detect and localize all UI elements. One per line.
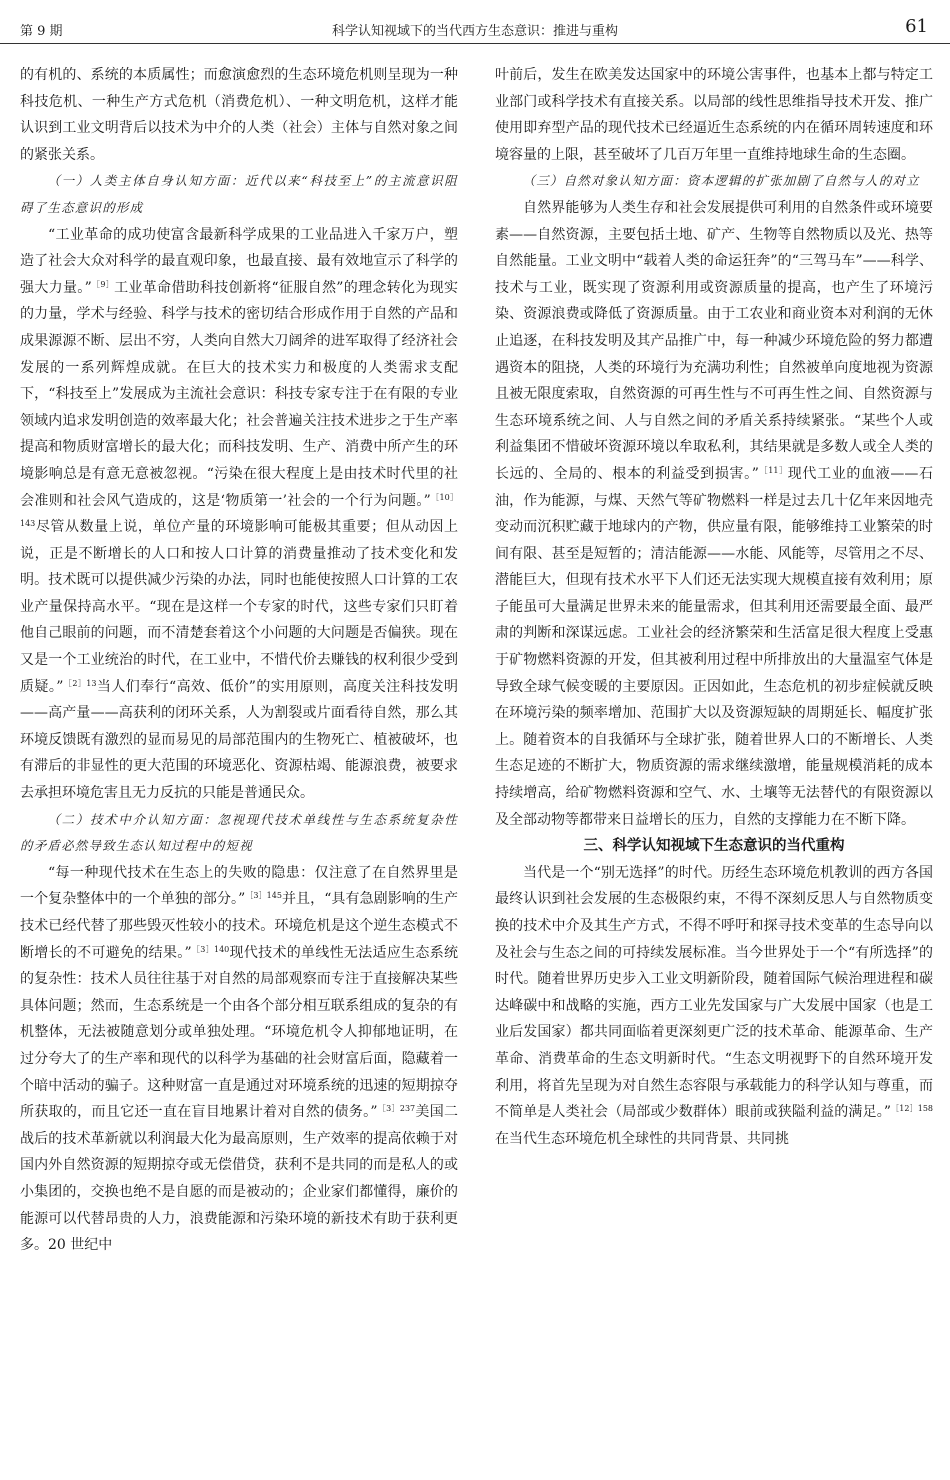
paragraph: “工业革命的成功使富含最新科学成果的工业品进入千家万户，塑造了社会大众对科学的最直观印象，也最直接、最有效地宣示了科学的强大力量。”$^{[9]}$工业革命借助科技创新将“征服自然”的理念转化为现实的力量，学术与经验、科学与技术的密切结合形成作用于自然的产品和成果源源不断、层出不穷，人类向自然大刀阔斧的进军取得了经济社会发展的一系列辉煌成就。在巨大的技术实力和极度的人类需求支配下，“科技至上”发展成为主流社会意识：科技专家专注于在有限的专业领域内追求发明创造的效率最大化；社会普遍关注技术进步之于生产率提高和物质财富增长的最大化；而科技发明、生产、消费中所产生的环境影响总是有意无意被忽视。“污染在很大程度上是由技术时代里的社会准则和社会风气造成的，这是‘物质第一’社会的一个行为问题。”$^{[10]143}$尽管从数量上说，单位产量的环境影响可能极其重要；但从动因上说，正是不断增长的人口和按人口计算的消费量推动了技术变化和发明。技术既可以提供减少污染的办法，同时也能使按照人口计算的工农业产量保持高水平。“现在是这样一个专家的时代，这些专家们只盯着他自己眼前的问题，而不清楚套着这个小问题的大问题是否偏狭。现在又是一个工业统治的时代，在工业中，不惜代价去赚钱的权利很少受到质疑。”$^{[2]13}$当人们奉行“高效、低价”的实用原则，高度关注科技发明——高产量——高获利的闭环关系，人为割裂或片面看待自然，那么其环境反馈既有激烈的显而易见的局部范围内的生物死亡、植被破坏，也有滞后的非显性的更大范围的环境恶化、资源枯竭、能源浪费，被要求去承担环境危害且无力反抗的只能是普通民众。 [20,226,458,802]
subsection-heading-2: （二）技术中介认知方面：忽视现代技术单线性与生态系统复杂性的矛盾必然导致生态认知过程中的短视 [20,811,458,854]
citation: ［11］ [758,465,788,475]
citation: ［2］13 [63,678,97,688]
issue-number: 第 9 期 [20,24,63,39]
page-number: 61 [905,16,928,37]
paragraph: 当代是一个“别无选择”的时代。历经生态环境危机教训的西方各国最终认识到社会发展的生态极限约束，不得不深刻反思人与自然物质变换的技术中介及其生产方式，不得不呼吁和探寻技术变革的生态导向以及社会与生态之间的可持续发展标准。当今世界处于一个“有所选择”的时代。随着世界历史步入工业文明新阶段，随着国际气候治理进程和碳达峰碳中和战略的实施，西方工业先发国家与广大发展中国家（也是工业后发国家）都共同面临着更深刻更广泛的技术革命、能源革命、生产革命、消费革命的生态文明新时代。“生态文明视野下的自然环境开发利用，将首先呈现为对自然生态容限与承载能力的科学认知与尊重，而不简单是人类社会（局部或少数群体）眼前或狭隘利益的满足。”$^{[12]158}$在当代生态环境危机全球性的共同背景、共同挑 [495,864,933,1147]
right-column [495,62,933,1470]
citation: ［10］143 [20,492,458,529]
citation: ［9］ [91,279,115,289]
citation: ［3］140 [191,944,230,954]
section-heading: 三、科学认知视域下生态意识的当代重构 [583,837,845,855]
paragraph: 自然界能够为人类生存和社会发展提供可利用的自然条件或环境要素——自然资源，主要包括土地、矿产、生物等自然物质以及光、热等自然能量。工业文明中“载着人类的命运狂奔”的“三驾马车”——科学、技术与工业，既实现了资源利用或资源质量的提高，也产生了环境污染、资源浪费或降低了资源质量。由于工农业和商业资本对利润的无休止追逐，在科技发明及其产品推广中，每一种减少环境危险的努力都遭遇资本的阻挠，人类的环境行为充满功利性；自然被单向度地视为资源且被无限度索取，自然资源的可再生性与不可再生性之间、自然资源与生态环境系统之间、人与自然之间的矛盾关系持续紧张。“某些个人或利益集团不惜破坏资源环境以牟取私利，其结果就是多数人或全人类的长远的、全局的、根本的利益受到损害。”$^{[11]}$现代工业的血液——石油，作为能源，与煤、天然气等矿物燃料一样是过去几十亿年来因地壳变动而沉积贮藏于地球内的产物，供应量有限，能够维持工业繁荣的时间有限、甚至是短暂的；清洁能源——水能、风能等，尽管用之不尽、潜能巨大，但现有技术水平下人们还无法实现大规模直接有效利用；原子能虽可大量满足世界未来的能量需求，但其利用还需要最全面、最严肃的判断和深谋远虑。工业社会的经济繁荣和生活富足很大程度上受惠于矿物燃料资源的开发，但其被利用过程中所排放出的大量温室气体是导致全球气候变暖的主要原因。正因如此，生态危机的初步症候就反映在环境污染的频率增加、范围扩大以及资源短缺的周期延长、幅度扩张上。随着资本的自我循环与全球扩张，随着世界人口的不断增长、人类生态足迹的不断扩大，物质资源的需求继续激增，能量规模消耗的成本持续增高，给矿物燃料资源和空气、水、土壤等无法替代的有限资源以及全部动物等都带来日益增长的压力，自然的支撑能力在不断下降。 [495,199,933,828]
paragraph: 叶前后，发生在欧美发达国家中的环境公害事件，也基本上都与特定工业部门或科学技术有直接关系。以局部的线性思维指导技术开发、推广使用即弃型产品的现代技术已经逼近生态系统的内在循环周转速度和环境容量的上限，甚至破坏了几百万年里一直维持地球生命的生态圈。 [495,67,933,163]
paragraph: 的有机的、系统的本质属性；而愈演愈烈的生态环境危机则呈现为一种科技危机、一种生产方式危机（消费危机）、一种文明危机，这样才能认识到工业文明背后以技术为中介的人类（社会）主体与自然对象之间的紧张关系。 [20,67,458,163]
citation: ［12］158 [891,1104,933,1114]
running-header [0,0,950,44]
citation: ［3］145 [245,891,282,901]
left-column [20,62,458,1470]
citation: ［3］237 [377,1104,416,1114]
running-title: 科学认知视域下的当代西方生态意识：推进与重构 [331,24,618,39]
subsection-heading-3: （三）自然对象认知方面：资本逻辑的扩张加剧了自然与人的对立 [522,173,920,189]
paragraph: “每一种现代技术在生态上的失败的隐患：仅注意了在自然界里是一个复杂整体中的一个单独的部分。”$^{[3]145}$并且，“具有急剧影响的生产技术已经代替了那些毁灭性较小的技术。环境危机是这个逆生态模式不断增长的不可避免的结果。”$^{[3]140}$现代技术的单线性无法适应生态系统的复杂性：技术人员往往基于对自然的局部观察而专注于直接解决某些具体问题；然而，生态系统是一个由各个部分相互联系组成的复杂的有机整体，无法被随意划分或单独处理。“环境危机令人抑郁地证明，在过分夸大了的生产率和现代的以科学为基础的社会财富后面，隐藏着一个暗中活动的骗子。这种财富一直是通过对环境系统的迅速的短期掠夺所获取的，而且它还一直在盲目地累计着对自然的债务。”$^{[3]237}$美国二战后的技术革新就以利润最大化为最高原则，生产效率的提高依赖于对国内外自然资源的短期掠夺或无偿借贷，获利不是共同的而是私人的或小集团的，交换也绝不是自愿的而是被动的；企业家们都懂得，廉价的能源可以代替昂贵的人力，浪费能源和污染环境的新技术有助于获利更多。20 世纪中 [20,864,458,1254]
subsection-heading-1: （一）人类主体自身认知方面：近代以来“科技至上”的主流意识阻碍了生态意识的形成 [20,173,458,215]
